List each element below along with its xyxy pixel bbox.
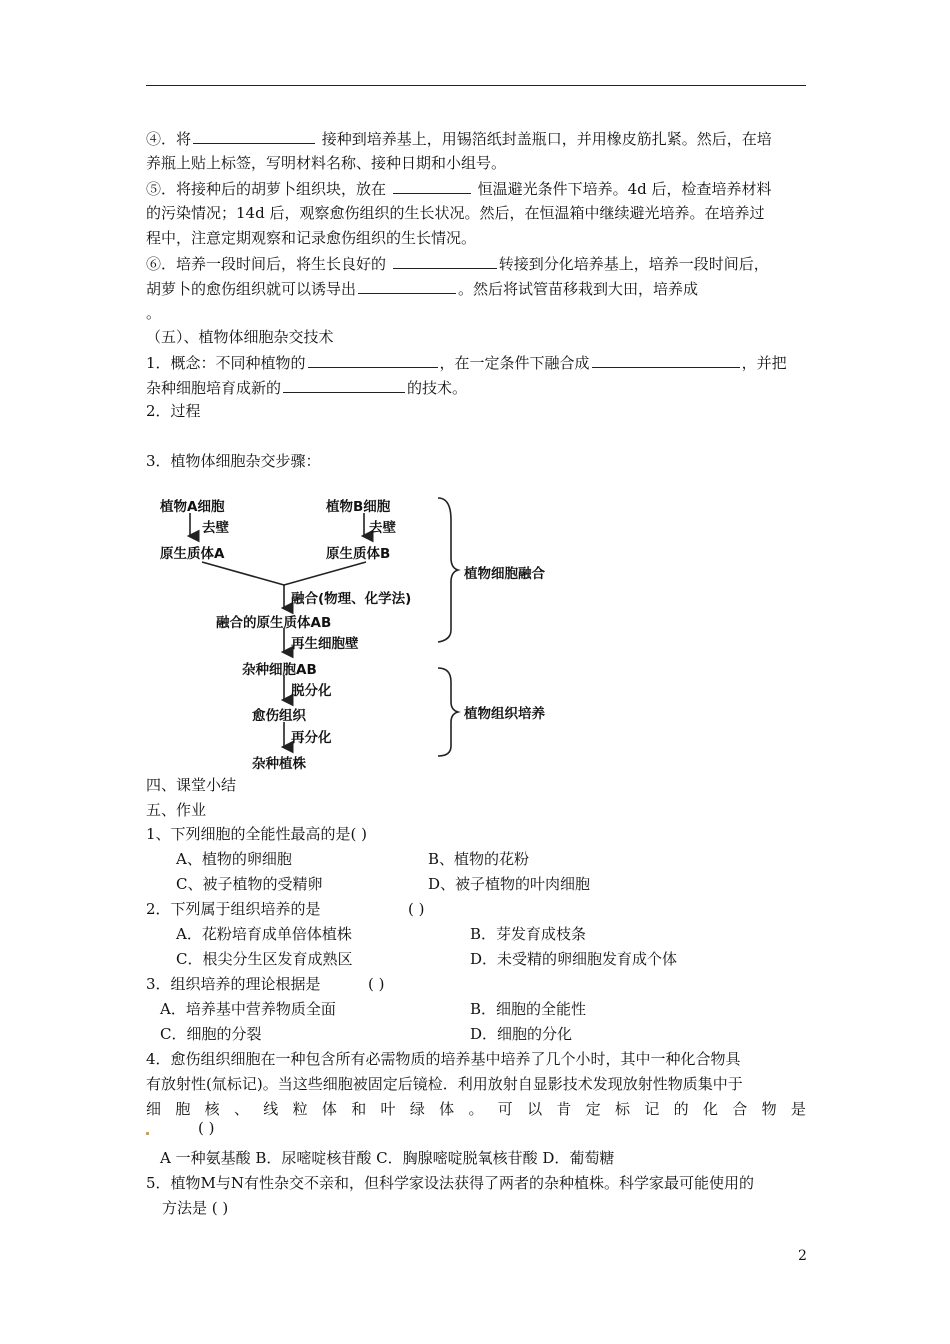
process-heading: 2．过程 [146, 402, 201, 420]
hybridization-flow-diagram [146, 490, 626, 775]
char: 合 [732, 1100, 748, 1118]
char: 叶 [380, 1100, 396, 1118]
char: 是 [790, 1100, 806, 1118]
question-2: 2．下列属于组织培养的是 [146, 900, 321, 918]
step6-line3: 。 [146, 304, 162, 322]
q3-option-b[interactable]: B．细胞的全能性 [470, 1000, 587, 1018]
char: 和 [351, 1100, 367, 1118]
q2-option-c[interactable]: C．根尖分生区发育成熟区 [176, 950, 353, 968]
fill-blank[interactable] [283, 377, 405, 393]
char: 线 [263, 1100, 279, 1118]
regen-wall-label: 再生细胞壁 [291, 636, 359, 652]
char: 肯 [556, 1100, 572, 1118]
char: 绿 [409, 1100, 425, 1118]
q1-option-b[interactable]: B、植物的花粉 [428, 850, 530, 868]
step4-line2: 养瓶上贴上标签，写明材料名称、接种日期和小组号。 [146, 154, 507, 172]
merge-line-left [202, 562, 284, 585]
text: ，并把 [741, 354, 787, 372]
protoplast-a: 原生质体A [160, 546, 225, 562]
q3-option-a[interactable]: A．培养基中营养物质全面 [160, 1000, 336, 1018]
hybrid-cell: 杂种细胞AB [242, 662, 317, 678]
concept-line2 [146, 377, 467, 398]
char: 胞 [175, 1100, 191, 1118]
header-rule [146, 85, 806, 86]
text: 杂种细胞培育成新的 [146, 379, 282, 397]
text: ，在一定条件下融合成 [439, 354, 590, 372]
page-number: 2 [798, 1248, 807, 1264]
question-4-line3 [146, 1099, 806, 1119]
text: ⑥．培养一段时间后，将生长良好的 [146, 255, 387, 273]
char: 、 [233, 1100, 249, 1118]
char: 体 [439, 1100, 455, 1118]
char: 物 [761, 1100, 777, 1118]
step4-line1 [146, 128, 772, 149]
q2-option-a[interactable]: A．花粉培育成单倍体植株 [176, 925, 352, 943]
char: 细 [146, 1100, 162, 1118]
text: 转接到分化培养基上，培养一段时间后， [498, 255, 769, 273]
fill-blank[interactable] [193, 128, 315, 144]
dewall-label-b: 去壁 [369, 520, 396, 536]
brace-culture [438, 668, 458, 756]
fill-blank[interactable] [393, 178, 471, 194]
text: 。然后将试管苗移栽到大田，培养成 [458, 280, 699, 298]
q4-answer-paren: ( ) [198, 1119, 215, 1137]
char: 记 [644, 1100, 660, 1118]
char: 标 [615, 1100, 631, 1118]
summary-heading: 四、课堂小结 [146, 776, 237, 794]
char: 以 [527, 1100, 543, 1118]
fill-blank[interactable] [358, 278, 456, 294]
fused-protoplast: 融合的原生质体AB [216, 615, 332, 631]
stray-mark [146, 1132, 149, 1135]
char: 粒 [292, 1100, 308, 1118]
q2-option-b[interactable]: B．芽发育成枝条 [470, 925, 587, 943]
question-1: 1、下列细胞的全能性最高的是( ) [146, 825, 368, 843]
q1-option-c[interactable]: C、被子植物的受精卵 [176, 875, 323, 893]
char: 的 [673, 1100, 689, 1118]
plant-b-cell: 植物B细胞 [326, 499, 391, 515]
question-3: 3．组织培养的理论根据是 [146, 975, 321, 993]
text: 的技术。 [407, 379, 468, 397]
fill-blank[interactable] [393, 253, 497, 269]
question-5-line1: 5．植物M与N有性杂交不亲和，但科学家设法获得了两者的杂种植株。科学家最可能使用的 [146, 1174, 755, 1192]
char: 定 [585, 1100, 601, 1118]
text: 恒温避光条件下培养。4d 后，检查培养材料 [477, 180, 772, 198]
fill-blank[interactable] [308, 352, 438, 368]
text: 接种到培养基上，用锡箔纸封盖瓶口，并用橡皮筋扎紧。然后，在培 [321, 130, 772, 148]
char: 化 [702, 1100, 718, 1118]
text: 胡萝卜的愈伤组织就可以诱导出 [146, 280, 357, 298]
text: 1．概念：不同种植物的 [146, 354, 306, 372]
step5-line1 [146, 178, 772, 199]
brace-fusion [438, 498, 458, 642]
q1-option-a[interactable]: A、植物的卵细胞 [176, 850, 292, 868]
concept-line1 [146, 352, 787, 373]
q3-option-c[interactable]: C．细胞的分裂 [160, 1025, 262, 1043]
char: 体 [321, 1100, 337, 1118]
brace-label-fusion: 植物细胞融合 [464, 566, 545, 582]
brace-label-culture: 植物组织培养 [464, 706, 545, 722]
char: 。 [468, 1100, 484, 1118]
char: 可 [497, 1100, 513, 1118]
dewall-label-a: 去壁 [202, 520, 229, 536]
q4-options[interactable]: A 一种氨基酸 B．尿嘧啶核苷酸 C．胸腺嘧啶脱氧核苷酸 D．葡萄糖 [160, 1149, 615, 1167]
step5-line3: 程中，注意定期观察和记录愈伤组织的生长情况。 [146, 229, 477, 247]
question-4-line1: 4．愈伤组织细胞在一种包含所有必需物质的培养基中培养了几个小时，其中一种化合物具 [146, 1050, 741, 1068]
steps-heading: 3．植物体细胞杂交步骤： [146, 452, 321, 470]
callus: 愈伤组织 [252, 708, 306, 724]
q3-option-d[interactable]: D．细胞的分化 [470, 1025, 573, 1043]
char: 核 [204, 1100, 220, 1118]
step6-line2 [146, 278, 698, 299]
merge-line-right [284, 562, 366, 585]
question-4-line2: 有放射性(氚标记)。当这些细胞被固定后镜检．利用放射自显影技术发现放射性物质集中于 [146, 1075, 743, 1093]
protoplast-b: 原生质体B [326, 546, 391, 562]
rediff-label: 再分化 [291, 730, 332, 746]
section-title: （五）、植物体细胞杂交技术 [146, 328, 334, 346]
fill-blank[interactable] [592, 352, 740, 368]
fusion-method-label: 融合(物理、化学法) [291, 591, 412, 607]
text: ⑤．将接种后的胡萝卜组织块，放在 [146, 180, 387, 198]
hybrid-plant: 杂种植株 [252, 756, 306, 772]
question-5-line2: 方法是 ( ) [162, 1199, 229, 1217]
dediff-label: 脱分化 [291, 683, 332, 699]
q2-option-d[interactable]: D．未受精的卵细胞发育成个体 [470, 950, 678, 968]
text: ④．将 [146, 130, 192, 148]
q3-answer-paren: ( ) [368, 975, 385, 993]
step6-line1 [146, 253, 769, 274]
step5-line2: 的污染情况；14d 后，观察愈伤组织的生长状况。然后，在恒温箱中继续避光培养。在培养过 [146, 204, 765, 222]
homework-heading: 五、作业 [146, 801, 207, 819]
q1-option-d[interactable]: D、被子植物的叶肉细胞 [428, 875, 591, 893]
plant-a-cell: 植物A细胞 [160, 499, 225, 515]
q2-answer-paren: ( ) [408, 900, 425, 918]
